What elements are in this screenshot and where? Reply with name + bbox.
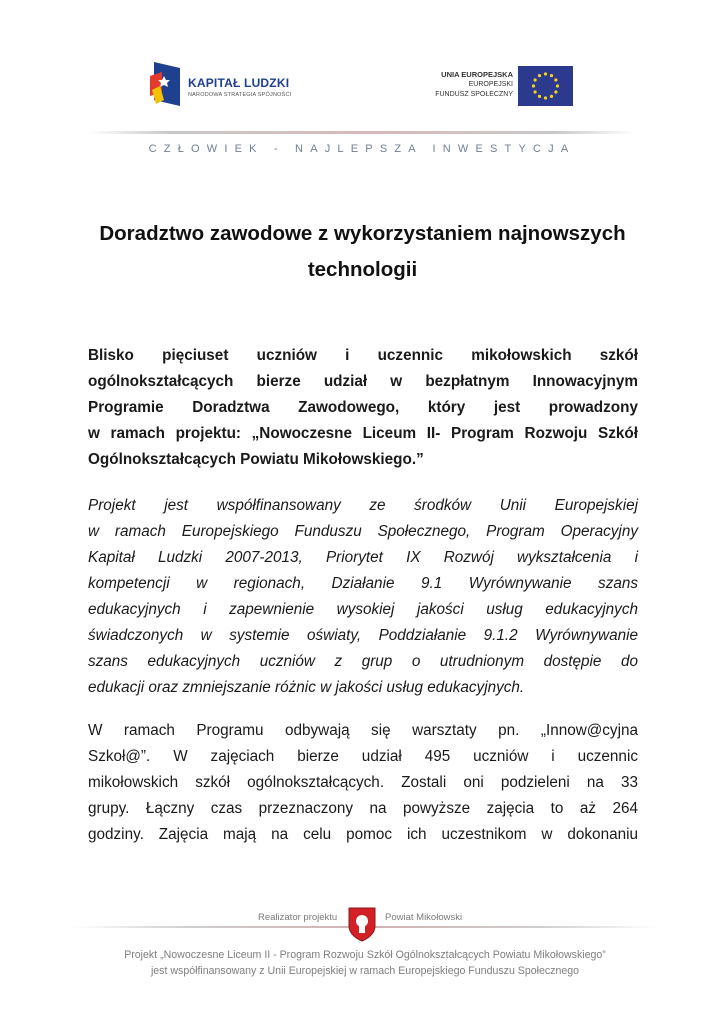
- footer-funding-line: jest współfinansowany z Unii Europejskiej w ramach Europejskiego Funduszu Społecznego: [150, 965, 580, 977]
- document-title-line1: Doradztwo zawodowe z wykorzystaniem najnowszych: [99, 222, 626, 245]
- lead-line: ogólnokształcących bierze udział w bezpłatnym Innowacyjnym: [88, 373, 638, 390]
- document-title: [80, 216, 645, 288]
- funding-line: kompetencji w regionach, Działanie 9.1 Wyrównywanie szans: [88, 575, 638, 592]
- footer-project-line: Projekt „Nowoczesne Liceum II - Program Rozwoju Szkół Ogólnokształcących Powiatu Mikołowskiego”: [124, 949, 606, 961]
- eu-logo-line3: FUNDUSZ SPOŁECZNY: [435, 91, 513, 98]
- workshops-line: Szkoł@”. W zajęciach bierze udział 495 uczniów i uczennic: [88, 748, 638, 765]
- workshops-line: godziny. Zajęcia mają na celu pomoc ich uczestnikom w dokonaniu: [88, 826, 638, 843]
- eu-star-icon: [538, 95, 541, 98]
- funding-line: edukacji oraz zmniejszanie różnic w jakości usług edukacyjnych.: [88, 679, 525, 696]
- funding-line: świadczonych w systemie oświaty, Poddziałanie 9.1.2 Wyrównywanie: [88, 627, 638, 644]
- funding-line: Kapitał Ludzki 2007-2013, Priorytet IX Rozwój wykształcenia i: [88, 549, 638, 566]
- kapital-ludzki-subtitle: NARODOWA STRATEGIA SPÓJNOŚCI: [188, 92, 292, 98]
- workshops-paragraph: [88, 718, 638, 848]
- eu-logo-line1: UNIA EUROPEJSKA: [441, 70, 513, 79]
- funding-line: szans edukacyjnych uczniów z grup o utrudnionym dostępie do: [88, 653, 638, 670]
- funding-line: w ramach Europejskiego Funduszu Społecznego, Program Operacyjny: [88, 523, 638, 540]
- kapital-ludzki-title: KAPITAŁ LUDZKI: [188, 76, 290, 90]
- powiat-coat-of-arms-icon: [347, 906, 377, 942]
- funding-paragraph: [88, 493, 638, 701]
- lead-line: Programie Doradztwa Zawodowego, który jest prowadzony: [88, 399, 638, 416]
- eu-star-icon: [554, 78, 557, 81]
- footer-powiat-label: Powiat Mikołowski: [385, 912, 463, 923]
- lead-line: Ogólnokształcących Powiatu Mikołowskiego.”: [88, 451, 424, 468]
- workshops-line: grupy. Łączny czas przeznaczony na powyższe zajęcia to aż 264: [88, 800, 638, 817]
- eu-logo-text: [435, 70, 513, 100]
- eu-star-icon: [538, 74, 541, 77]
- kapital-ludzki-emblem-icon: [150, 62, 182, 108]
- eu-logo: [428, 66, 573, 108]
- kapital-ludzki-logo: [150, 62, 300, 110]
- eu-star-icon: [532, 84, 535, 87]
- eu-star-icon: [550, 74, 553, 77]
- funding-line: Projekt jest współfinansowany ze środków Unii Europejskiej: [88, 497, 638, 514]
- workshops-line: W ramach Programu odbywają się warsztaty pn. „Innow@cyjna: [88, 722, 638, 739]
- workshops-line: mikołowskich szkół ogólnokształcących. Zostali oni podzieleni na 33: [88, 774, 638, 791]
- header-divider: [88, 131, 636, 134]
- eu-star-icon: [534, 78, 537, 81]
- eu-flag-icon: [518, 66, 573, 106]
- eu-logo-line2: EUROPEJSKI: [468, 81, 513, 88]
- document-title-line2: technologii: [307, 258, 418, 281]
- funding-line: edukacyjnych i zapewnienie wysokiej jakości usług edukacyjnych: [88, 601, 638, 618]
- eu-star-icon: [534, 90, 537, 93]
- lead-line: Blisko pięciuset uczniów i uczennic mikołowskich szkół: [88, 347, 638, 364]
- eu-star-icon: [544, 96, 547, 99]
- eu-star-icon: [554, 90, 557, 93]
- lead-line: w ramach projektu: „Nowoczesne Liceum II- Program Rozwoju Szkół: [88, 425, 638, 442]
- footer-realizator-label: Realizator projektu: [258, 912, 338, 923]
- eu-star-icon: [550, 95, 553, 98]
- eu-star-icon: [544, 72, 547, 75]
- eu-star-icon: [556, 84, 559, 87]
- lead-paragraph: [88, 343, 638, 473]
- header-motto: CZŁOWIEK - NAJLEPSZA INWESTYCJA: [148, 143, 576, 155]
